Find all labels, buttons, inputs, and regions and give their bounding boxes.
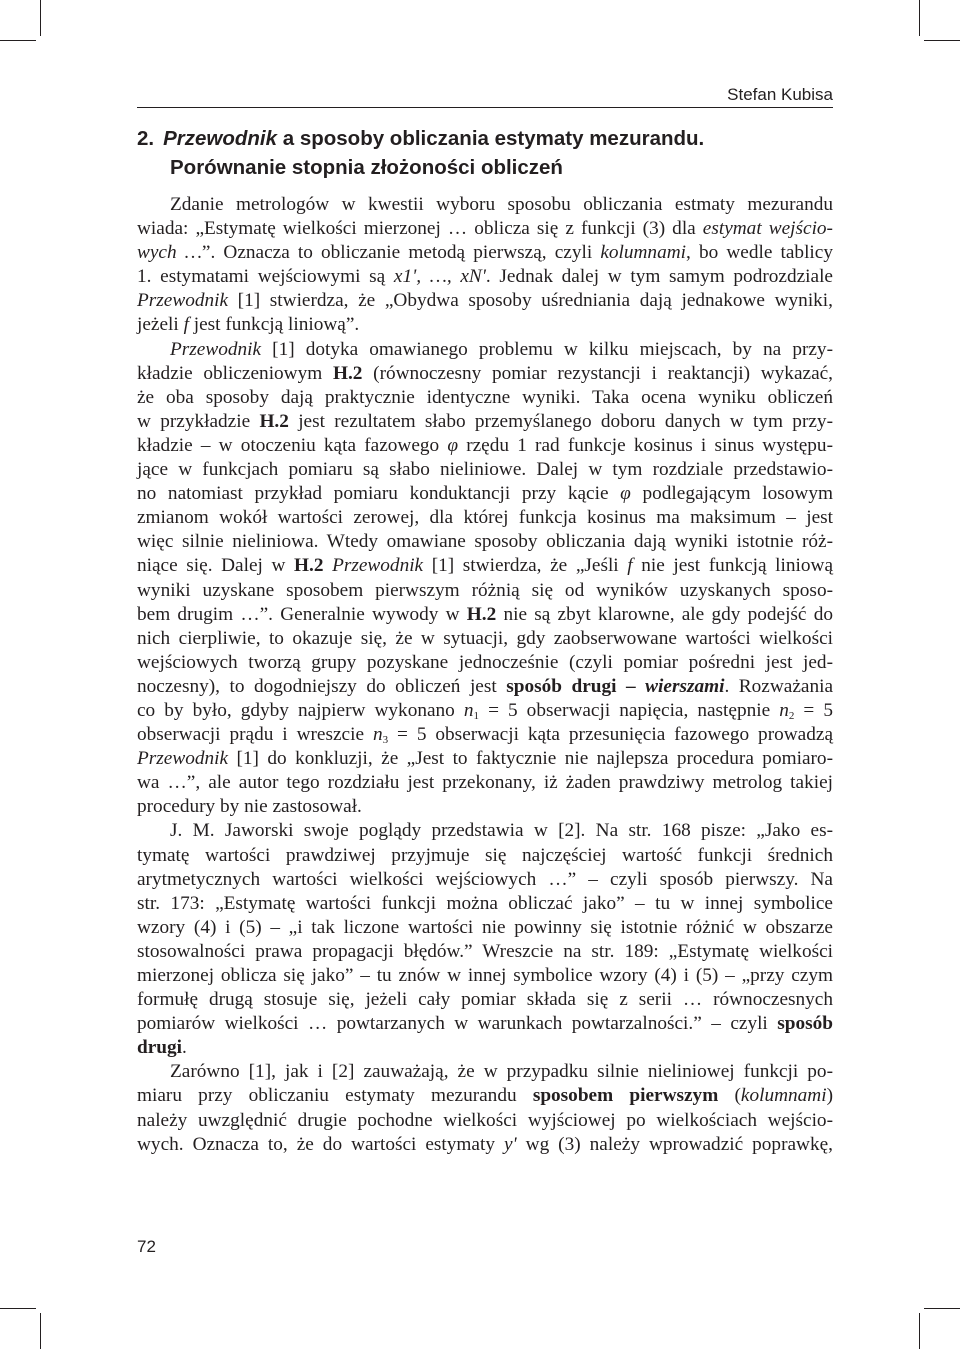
text-line: wa …”, ale autor tego rozdziału jest przekonany, iż żaden prawdziwy metrolog takiej	[137, 772, 833, 794]
text-line: wejściowych tworzą grupy pozyskane jednocześnie (czyli pomiar pośredni jest jed-	[137, 651, 833, 673]
text-line: 1. estymatami wejściowymi są x1', …, xN'. Jednak dalej w tym samym podrozdziale	[137, 266, 833, 288]
header-rule	[137, 107, 833, 108]
text-line: str. 173: „Estymatę wartości funkcji można obliczać jako” – tu w innej symbolice	[137, 892, 833, 914]
text-line: Przewodnik [1] do konkluzji, że „Jest to faktycznie nie najlepsza procedura pomiaro-	[137, 748, 833, 770]
body-text	[137, 193, 833, 1157]
text-line: stosowalności prawa propagacji błędów.” Wreszcie na str. 189: „Estymatę wielkości	[137, 940, 833, 962]
text-line: formułę drugą stosuje się, jeżeli cały pomiar składa się z serii … równoczesnych	[137, 989, 833, 1011]
section-number: 2.	[137, 127, 155, 150]
crop-mark	[924, 1308, 960, 1309]
text-line: no natomiast przykład pomiaru konduktancji przy kącie φ podlegającym losowym	[137, 483, 833, 505]
text-line: miaru przy obliczaniu estymaty mezurandu sposobem pierwszym (kolumnami)	[137, 1085, 833, 1107]
text-line: co by było, gdyby najpierw wykonano $n_1 = 5$ obserwacji napięcia, następnie $n_2 = 5$	[137, 699, 833, 722]
text-line: mierzonej oblicza się jako” – tu znów w innej symbolice wzory (4) i (5) – „przy czym	[137, 965, 833, 986]
paragraph	[137, 193, 833, 338]
text-line: kładzie – w otoczeniu kąta fazowego φ rzędu 1 rad funkcje kosinus i sinus występu-	[137, 434, 833, 456]
text-line: Przewodnik [1] stwierdza, że „Obydwa sposoby uśredniania dają jednakowe wyniki,	[137, 290, 833, 312]
text-line: że oba sposoby dają praktycznie identyczne wyniki. Taka ocena wyniku obliczeń	[137, 386, 833, 408]
text-line: obserwacji prądu i wreszcie $n_3 = 5$ obserwacji kąta przesunięcia fazowego prowadzą	[137, 724, 833, 747]
text-line: należy uwzględnić drugie pochodne wielkości wyjściowej po wielkościach wejścio-	[137, 1109, 833, 1131]
text-line: nich cierpliwie, to okazuje się, że w sytuacji, gdy zaobserwowane wartości wielkości	[137, 627, 833, 649]
paragraph	[137, 338, 833, 820]
paragraph	[137, 1060, 833, 1156]
text-line: procedury by nie zastosował.	[137, 796, 362, 818]
crop-mark	[919, 1313, 920, 1349]
text-line: J. M. Jaworski swoje poglądy przedstawia w [2]. Na str. 168 pisze: „Jako es-	[170, 820, 833, 842]
text-line: Zdanie metrologów w kwestii wyboru sposobu obliczania estmaty mezurandu	[170, 194, 833, 215]
text-line: wych. Oznacza to, że do wartości estymaty y' wg (3) należy wprowadzić poprawkę,	[137, 1133, 833, 1155]
paragraph	[137, 819, 833, 1060]
text-line: bem drugim …”. Generalnie wywody w H.2 nie są zbyt klarowne, ale gdy podejść do	[137, 603, 833, 625]
text-line: jeżeli f jest funkcją liniową”.	[137, 314, 360, 336]
text-line: więc silnie nieliniowa. Wtedy omawiane sposoby obliczania dają wyniki istotnie róż-	[137, 531, 833, 553]
crop-mark	[40, 0, 41, 36]
text-line: kładzie obliczeniowym H.2 (równoczesny pomiar rezystancji i reaktancji) wykazać,	[137, 362, 834, 384]
text-line: wzory (4) i (5) – „i tak liczone wartości nie powinny się istotnie różnić w obszarze	[137, 916, 833, 938]
crop-mark	[924, 40, 960, 41]
crop-mark	[919, 0, 920, 36]
page-number: 72	[137, 1237, 156, 1256]
text-line: wych …”. Oznacza to obliczanie metodą pierwszą, czyli kolumnami, bo wedle tablicy	[137, 242, 833, 264]
crop-mark	[0, 1308, 36, 1309]
crop-mark	[40, 1313, 41, 1349]
text-line: arytmetycznych wartości wielkości wejściowych …” – czyli sposób pierwszy. Na	[137, 868, 833, 890]
text-line: niące się. Dalej w H.2 Przewodnik [1] stwierdza, że „Jeśli f nie jest funkcją liniową	[137, 555, 834, 577]
text-line: tymatę wartości prawdziwej przyjmuje się najczęściej wartość funkcji średnich	[137, 844, 833, 866]
running-head: Stefan Kubisa	[727, 85, 833, 104]
text-line: zmianom wokół wartości zerowej, dla której funkcja kosinus ma maksimum – jest	[137, 507, 833, 529]
text-line: noczesny), to dogodniejszy do obliczeń jest sposób drugi – wierszami. Rozważania	[137, 675, 833, 697]
text-line: Przewodnik [1] dotyka omawianego problemu w kilku miejscach, by na przy-	[170, 338, 833, 360]
section-title	[137, 124, 833, 182]
text-line: wiada: „Estymatę wielkości mierzonej … oblicza się z funkcji (3) dla estymat wejścio-	[137, 218, 833, 240]
text-line: wyniki uzyskane sposobem pierwszym różnią się od wyników uzyskanych sposo-	[137, 579, 833, 601]
text-line: Zarówno [1], jak i [2] zauważają, że w przypadku silnie nieliniowej funkcji po-	[170, 1061, 833, 1083]
section-title-italic: Przewodnik	[163, 127, 278, 150]
text-line: w przykładzie H.2 jest rezultatem słabo przemyślanego doboru danych w tym przy-	[137, 410, 833, 432]
text-line: drugi.	[137, 1037, 187, 1059]
section-title-rest: a sposoby obliczania estymaty mezurandu.	[277, 127, 705, 150]
text-line: jące w funkcjach pomiaru są słabo nieliniowe. Dalej w tym rozdziale przedstawio-	[137, 459, 833, 481]
section-title-line2: Porównanie stopnia złożoności obliczeń	[170, 156, 563, 179]
text-line: pomiarów wielkości … powtarzanych w warunkach powtarzalności.” – czyli sposób	[137, 1013, 833, 1035]
crop-mark	[0, 40, 36, 41]
